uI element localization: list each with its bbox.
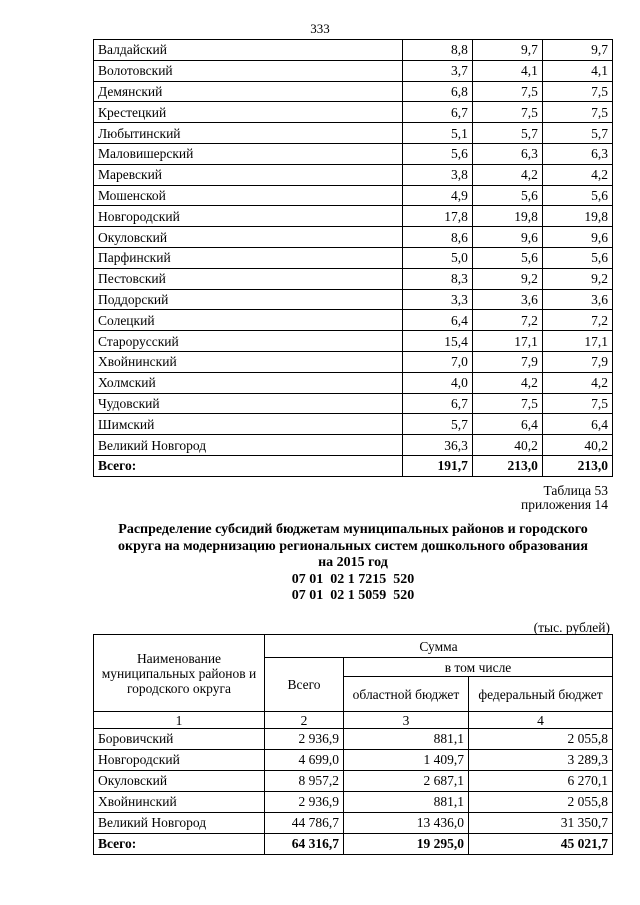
region-name-cell: Всего: <box>94 455 403 476</box>
value-cell: 6,3 <box>472 143 542 164</box>
table1-row <box>94 143 613 164</box>
region-name-cell: Окуловский <box>94 227 403 248</box>
region-name-cell: Волотовский <box>94 60 403 81</box>
value-cell: 3 <box>344 712 469 729</box>
value-cell: 36,3 <box>402 435 472 456</box>
table1-row <box>94 393 613 414</box>
budget-code-1: 07 01 02 1 7215 520 <box>291 571 415 587</box>
header-sum: Сумма <box>265 635 613 658</box>
value-cell: 7,5 <box>542 102 612 123</box>
table1-row <box>94 435 613 456</box>
value-cell: 9,6 <box>472 227 542 248</box>
region-name-cell: Парфинский <box>94 247 403 268</box>
value-cell: 7,5 <box>542 393 612 414</box>
table2-row <box>94 750 613 771</box>
value-cell: 2 <box>265 712 344 729</box>
value-cell: 9,7 <box>542 40 612 61</box>
value-cell: 9,7 <box>472 40 542 61</box>
table1-row <box>94 102 613 123</box>
value-cell: 213,0 <box>472 455 542 476</box>
region-name-cell: Демянский <box>94 81 403 102</box>
table2-row <box>94 771 613 792</box>
value-cell: 2 936,9 <box>265 729 344 750</box>
table1-row <box>94 372 613 393</box>
table2-row <box>94 729 613 750</box>
value-cell: 31 350,7 <box>468 813 612 834</box>
table1-row <box>94 60 613 81</box>
value-cell: 6,3 <box>542 143 612 164</box>
value-cell: 881,1 <box>344 792 469 813</box>
value-cell: 4,2 <box>542 372 612 393</box>
value-cell: 4 <box>468 712 612 729</box>
value-cell: 4,9 <box>402 185 472 206</box>
table1-row <box>94 164 613 185</box>
value-cell: 5,0 <box>402 247 472 268</box>
value-cell: 17,1 <box>542 331 612 352</box>
value-cell: 881,1 <box>344 729 469 750</box>
region-name-cell: Крестецкий <box>94 102 403 123</box>
value-cell: 13 436,0 <box>344 813 469 834</box>
value-cell: 17,8 <box>402 206 472 227</box>
value-cell: 7,2 <box>542 310 612 331</box>
region-name-cell: Любытинский <box>94 123 403 144</box>
value-cell: 6,4 <box>472 414 542 435</box>
table1-row <box>94 185 613 206</box>
subsidy-table-continued <box>93 39 613 477</box>
value-cell: 4,2 <box>542 164 612 185</box>
table1-row <box>94 81 613 102</box>
value-cell: 19,8 <box>542 206 612 227</box>
value-cell: 6,7 <box>402 102 472 123</box>
title-line-1: Распределение субсидий бюджетам муниципальных районов и городского <box>118 522 588 537</box>
region-name-cell: Новгородский <box>94 206 403 227</box>
title-line-2: округа на модернизацию региональных систем дошкольного образования <box>118 538 588 554</box>
value-cell: 4,1 <box>472 60 542 81</box>
header-name: Наименование муниципальных районов и городского округа <box>94 635 265 712</box>
value-cell: 15,4 <box>402 331 472 352</box>
value-cell: 2 687,1 <box>344 771 469 792</box>
region-name-cell: Шимский <box>94 414 403 435</box>
value-cell: 7,2 <box>472 310 542 331</box>
value-cell: 5,6 <box>542 247 612 268</box>
value-cell: 4,0 <box>402 372 472 393</box>
table1-row <box>94 310 613 331</box>
value-cell: 44 786,7 <box>265 813 344 834</box>
value-cell: 8,8 <box>402 40 472 61</box>
value-cell: 7,5 <box>472 393 542 414</box>
value-cell: 7,9 <box>542 351 612 372</box>
value-cell: 4,2 <box>472 164 542 185</box>
region-name-cell: Окуловский <box>94 771 265 792</box>
value-cell: 2 936,9 <box>265 792 344 813</box>
value-cell: 3,8 <box>402 164 472 185</box>
table1-row <box>94 206 613 227</box>
appendix-number: приложения 14 <box>520 497 608 512</box>
region-name-cell: Хвойнинский <box>94 351 403 372</box>
table2-row <box>94 792 613 813</box>
table1-row <box>94 123 613 144</box>
region-name-cell: Великий Новгород <box>94 435 403 456</box>
value-cell: 19 295,0 <box>344 834 469 855</box>
value-cell: 40,2 <box>542 435 612 456</box>
table-caption <box>521 484 608 512</box>
value-cell: 6,7 <box>402 393 472 414</box>
value-cell: 7,5 <box>472 102 542 123</box>
region-name-cell: Мошенской <box>94 185 403 206</box>
units-label: (тыс. рублей) <box>533 620 610 635</box>
value-cell: 8 957,2 <box>265 771 344 792</box>
region-name-cell: Маловишерский <box>94 143 403 164</box>
value-cell: 7,5 <box>472 81 542 102</box>
value-cell: 3,6 <box>542 289 612 310</box>
value-cell: 8,6 <box>402 227 472 248</box>
table1-row <box>94 331 613 352</box>
budget-code-2: 07 01 02 1 5059 520 <box>291 588 415 603</box>
table1-row <box>94 40 613 61</box>
value-cell: 40,2 <box>472 435 542 456</box>
table1-row <box>94 227 613 248</box>
value-cell: 8,3 <box>402 268 472 289</box>
value-cell: 17,1 <box>472 331 542 352</box>
value-cell: 5,7 <box>472 123 542 144</box>
value-cell: 3,3 <box>402 289 472 310</box>
table1-total-row <box>94 455 613 476</box>
value-cell: 5,7 <box>402 414 472 435</box>
table1-row <box>94 414 613 435</box>
value-cell: 3,7 <box>402 60 472 81</box>
region-name-cell: Боровичский <box>94 729 265 750</box>
value-cell: 9,6 <box>542 227 612 248</box>
region-name-cell: Солецкий <box>94 310 403 331</box>
region-name-cell: Холмский <box>94 372 403 393</box>
value-cell: 19,8 <box>472 206 542 227</box>
page-number: 333 <box>310 21 330 36</box>
table2-total-row <box>94 834 613 855</box>
value-cell: 7,5 <box>542 81 612 102</box>
value-cell: 6 270,1 <box>468 771 612 792</box>
region-name-cell: Чудовский <box>94 393 403 414</box>
subsidy-table <box>93 634 613 855</box>
region-name-cell: 1 <box>94 712 265 729</box>
value-cell: 191,7 <box>402 455 472 476</box>
header-federal: федеральный бюджет <box>468 677 612 712</box>
value-cell: 213,0 <box>542 455 612 476</box>
value-cell: 3,6 <box>472 289 542 310</box>
value-cell: 4 699,0 <box>265 750 344 771</box>
table-number: Таблица 53 <box>543 483 608 498</box>
value-cell: 5,6 <box>542 185 612 206</box>
value-cell: 7,9 <box>472 351 542 372</box>
value-cell: 5,6 <box>472 247 542 268</box>
table1-row <box>94 268 613 289</box>
table1-row <box>94 351 613 372</box>
table1-row <box>94 247 613 268</box>
region-name-cell: Хвойнинский <box>94 792 265 813</box>
title-line-3: на 2015 год <box>318 555 388 570</box>
region-name-cell: Старорусский <box>94 331 403 352</box>
value-cell: 2 055,8 <box>468 729 612 750</box>
region-name-cell: Маревский <box>94 164 403 185</box>
value-cell: 2 055,8 <box>468 792 612 813</box>
region-name-cell: Новгородский <box>94 750 265 771</box>
value-cell: 3 289,3 <box>468 750 612 771</box>
region-name-cell: Всего: <box>94 834 265 855</box>
value-cell: 4,2 <box>472 372 542 393</box>
region-name-cell: Валдайский <box>94 40 403 61</box>
table2-colnum-row <box>94 712 613 729</box>
value-cell: 9,2 <box>542 268 612 289</box>
value-cell: 1 409,7 <box>344 750 469 771</box>
region-name-cell: Пестовский <box>94 268 403 289</box>
value-cell: 9,2 <box>472 268 542 289</box>
value-cell: 7,0 <box>402 351 472 372</box>
header-regional: областной бюджет <box>344 677 469 712</box>
value-cell: 6,8 <box>402 81 472 102</box>
value-cell: 6,4 <box>402 310 472 331</box>
table-title <box>93 522 613 605</box>
value-cell: 45 021,7 <box>468 834 612 855</box>
region-name-cell: Поддорский <box>94 289 403 310</box>
value-cell: 64 316,7 <box>265 834 344 855</box>
region-name-cell: Великий Новгород <box>94 813 265 834</box>
header-total: Всего <box>265 658 344 712</box>
value-cell: 5,6 <box>402 143 472 164</box>
value-cell: 6,4 <box>542 414 612 435</box>
value-cell: 5,6 <box>472 185 542 206</box>
value-cell: 5,7 <box>542 123 612 144</box>
table1-row <box>94 289 613 310</box>
table2-row <box>94 813 613 834</box>
value-cell: 4,1 <box>542 60 612 81</box>
header-including: в том числе <box>344 658 613 677</box>
value-cell: 5,1 <box>402 123 472 144</box>
